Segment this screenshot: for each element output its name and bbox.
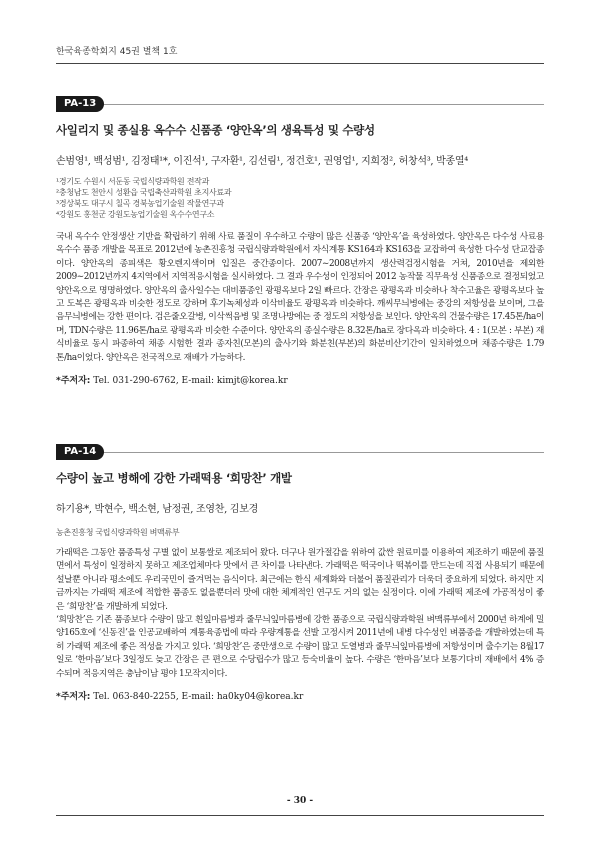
- abstract-pa-14: [56, 444, 544, 702]
- affiliation-item: 농촌진흥청 국립식량과학원 벼맥류부: [56, 528, 180, 537]
- affiliation-item: ³경상북도 대구시 칠곡 경북농업기술원 작물연구과: [56, 199, 224, 208]
- affiliation-item: ²충청남도 천안시 성환읍 국립축산과학원 초지사료과: [56, 188, 232, 197]
- abstract-body: 국내 옥수수 안정생산 기반을 확립하기 위해 사료 품질이 우수하고 수량이 많은 신품종 ‘양안옥’을 육성하였다. 양안옥은 다수성 사료용 옥수수 품종 개발을 목표로 2012년에 농촌진흥청 국립식량과학원에서 자식계통 KS164과 KS163을 교잡하여 육성한 다수성 단교잡종이다. 양안옥의 종피색은 황오렌지색이며 입질은 중간종이다. 2007∼2008년까지 생산력검정시험을 거쳐, 2010년을 제외한 2009∼2012년까지 4지역에서 지역적응시험을 실시하였다. 그 결과 우수성이 인정되어 2012 농작물 직무육성 신품종으로 결정되었고 양안옥으로 명명하였다. 양안옥의 출사일수는 대비품종인 광평옥보다 2일 빠르다. 간장은 광평옥과 비슷하나 착수고율은 광평옥보다 높고 도복은 광평옥과 비슷한 정도로 강하며 후기녹체성과 이삭비율도 광평옥과 비슷하다. 깨씨무늬병에는 중강의 저항성을 보이며, 그을음무늬병에는 강한 편이다. 검은줄오갈병, 이삭썩음병 및 조명나방에는 중 정도의 저항성을 보인다. 양안옥의 건물수량은 17.45톤/ha이며, TDN수량은 11.96톤/ha로 광평옥과 비슷한 수준이다. 양안옥의 종실수량은 8.32톤/ha로 장다옥과 비슷하다. 4 : 1(모본 : 부본) 재식비율로 동시 파종하여 채종 시험한 결과 종자친(모본)의 출사기와 화분친(부본)의 화분비산기간이 일치하였으며 채종수량은 1.79톤/ha이었다. 양안옥은 전국적으로 재배가 가능하다.: [56, 232, 544, 363]
- abstract-body: [56, 547, 544, 681]
- affiliation-item: ⁴강원도 홍천군 강원도농업기술원 옥수수연구소: [56, 210, 215, 219]
- journal-header: 한국육종학회지 45권 별책 1호: [56, 47, 178, 57]
- author-list: 하기용*, 박현수, 백소현, 남정권, 조영찬, 김보경: [56, 504, 258, 515]
- footer-divider: [56, 815, 544, 816]
- tag-divider: [56, 452, 544, 453]
- abstract-tag: PA-13: [56, 96, 104, 112]
- abstract-title: 사일리지 및 종실용 옥수수 신품종 ‘양안옥’의 생육특성 및 수량성: [56, 123, 375, 137]
- affiliation-item: ¹경기도 수원시 서둔동 국립식량과학원 전작과: [56, 177, 210, 186]
- affiliation-list: [56, 176, 544, 220]
- contact-details: Tel. 031-290-6762, E-mail: kimjt@korea.kr: [93, 376, 288, 387]
- abstract-title: 수량이 높고 병해에 강한 가래떡용 ‘희망찬’ 개발: [56, 471, 292, 485]
- contact-details: Tel. 063-840-2255, E-mail: ha0ky04@korea.kr: [93, 692, 304, 703]
- abstract-pa-13: [56, 96, 544, 386]
- corresponding-author: [56, 373, 544, 386]
- author-list: 손범영¹, 백성범¹, 김정태¹*, 이진석¹, 구자환¹, 김선림¹, 정건호¹, 권영업¹, 지희정², 허창석³, 박종열⁴: [56, 156, 468, 167]
- body-paragraph: 가래떡은 그동안 품종특성 구별 없이 보통쌀로 제조되어 왔다. 더구나 원가절감을 위하여 값싼 원료미를 이용하여 제조하기 때문에 품질 면에서 특성이 일정하지 못하고 제조업체마다 맛에서 큰 차이를 나타낸다. 가래떡은 떡국이나 떡볶이를 만드는데 직접 사용되기 때문에 설날뿐 아니라 평소에도 우리국민이 즐겨먹는 음식이다. 최근에는 한식 세계화와 더불어 품질관리가 더욱더 중요하게 되었다. 하지만 지금까지는 가래떡 제조에 적합한 품종도 없을뿐더러 맛에 대한 체계적인 연구도 거의 없는 실정이다. 이에 가래떡 제조에 가공적성이 좋은 ‘희망찬’을 개발하게 되었다. ‘희망찬’은 기존 품종보다 수량이 많고 흰잎마름병과 줄무늬잎마름병에 강한 품종으로 국립식량과학원 벼맥류부에서 2000년 하계에 밀양165호에 ‘신동진’을 인공교배하여 계통육종법에 따라 우량계통을 선발 고정시켜 2011년에 내병 다수성인 벼품종을 개발하였는데 특히 가래떡 제조에 좋은 적성을 가지고 있다. ‘희망찬’은 중만생으로 수량이 많고 도열병과 줄무늬잎마름병에 저항성이며 출수기는 8월17일로 ‘한마음’보다 3일정도 늦고 간장은 큰 편으로 수당립수가 많고 등숙비율이 높다. 수량은 ‘한마음’보다 보통기다비 재배에서 4% 증수되며 적응지역은 충남이남 평야 1모작지이다.: [56, 548, 544, 679]
- tag-divider: [56, 104, 544, 105]
- abstract-tag: PA-14: [56, 444, 104, 460]
- header-divider: [56, 63, 544, 64]
- abstract-tag-row: [56, 96, 544, 112]
- affiliation-list: [56, 527, 544, 538]
- contact-label: *주저자:: [56, 376, 91, 387]
- corresponding-author: [56, 689, 544, 702]
- abstract-tag-row: [56, 444, 544, 460]
- contact-label: *주저자:: [56, 692, 91, 703]
- page-number: - 30 -: [286, 796, 314, 806]
